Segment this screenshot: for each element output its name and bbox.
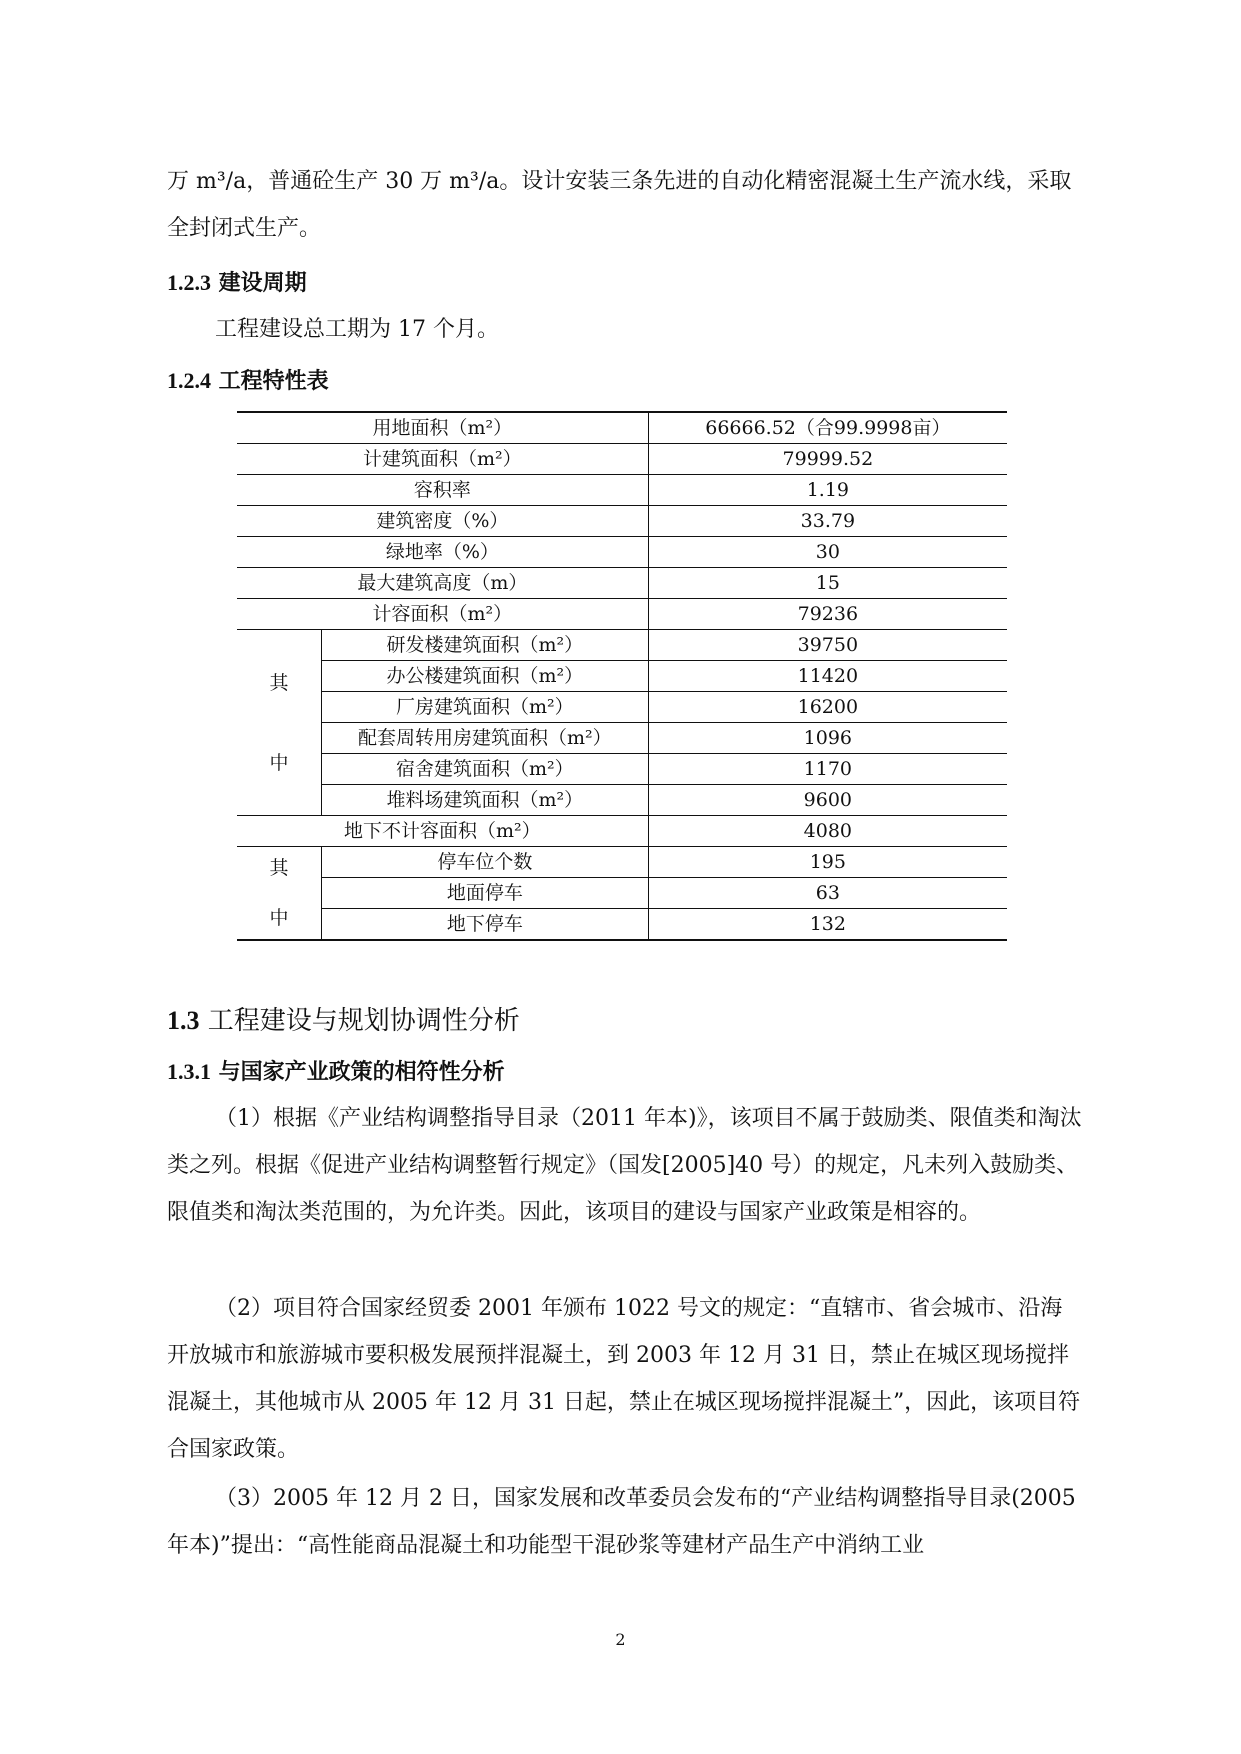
table-row <box>237 568 1007 599</box>
row-value: 79999.52 <box>648 444 1007 475</box>
row-label: 停车位个数 <box>321 847 648 878</box>
row-value: 1096 <box>648 723 1007 754</box>
row-label: 宿舍建筑面积（m²） <box>321 754 648 785</box>
row-label: 办公楼建筑面积（m²） <box>321 661 648 692</box>
table-row <box>237 599 1007 630</box>
heading-number: 1.2.4 <box>167 368 211 393</box>
row-value: 63 <box>648 878 1007 909</box>
policy-paragraph-1: （1）根据《产业结构调整指导目录（2011 年本)》，该项目不属于鼓励类、限值类和淘汰类之列。根据《促进产业结构调整暂行规定》（国发[2005]40 号）的规定，凡未列入鼓励类、限值类和淘汰类范围的，为允许类。因此，该项目的建设与国家产业政策是相容的。 <box>167 1106 1082 1225</box>
table-row <box>237 754 1007 785</box>
row-value: 195 <box>648 847 1007 878</box>
row-value: 33.79 <box>648 506 1007 537</box>
row-label: 地下不计容面积（m²） <box>237 816 648 847</box>
row-label: 配套周转用房建筑面积（m²） <box>321 723 648 754</box>
row-value: 15 <box>648 568 1007 599</box>
table-row <box>237 412 1007 444</box>
table-row <box>237 878 1007 909</box>
period-paragraph: 工程建设总工期为 17 个月。 <box>215 317 499 342</box>
group-label-bottom: 中 <box>269 751 289 774</box>
row-label: 建筑密度（%） <box>237 506 648 537</box>
policy-paragraph-2: （2）项目符合国家经贸委 2001 年颁布 1022 号文的规定：“直辖市、省会城市、沿海开放城市和旅游城市要积极发展预拌混凝土，到 2003 年 12 月 31 日，禁止在城区现场搅拌混凝土，其他城市从 2005 年 12 月 31 日起，禁止在城区现场搅拌混凝土”，因此，该项目符合国家政策。 <box>167 1296 1081 1462</box>
row-label: 计容面积（m²） <box>237 599 648 630</box>
row-label: 计建筑面积（m²） <box>237 444 648 475</box>
heading-number: 1.3.1 <box>167 1059 211 1084</box>
group-label-top: 其 <box>269 671 289 694</box>
row-value: 9600 <box>648 785 1007 816</box>
group-label-cell <box>237 630 321 816</box>
row-value: 11420 <box>648 661 1007 692</box>
table-row <box>237 630 1007 661</box>
row-label: 研发楼建筑面积（m²） <box>321 630 648 661</box>
row-value: 1.19 <box>648 475 1007 506</box>
table-row <box>237 909 1007 941</box>
row-label: 地面停车 <box>321 878 648 909</box>
group-label-bottom: 中 <box>269 907 289 929</box>
row-label: 绿地率（%） <box>237 537 648 568</box>
heading-text: 工程建设与规划协调性分析 <box>199 1006 520 1036</box>
group-label-top: 其 <box>269 857 289 879</box>
table-row <box>237 475 1007 506</box>
heading-1-2-4 <box>167 364 329 395</box>
heading-1-3 <box>167 1000 520 1037</box>
row-value: 66666.52（合99.9998亩） <box>648 412 1007 444</box>
table-row <box>237 847 1007 878</box>
table-row <box>237 692 1007 723</box>
row-value: 16200 <box>648 692 1007 723</box>
heading-1-2-3 <box>167 266 307 297</box>
row-value: 30 <box>648 537 1007 568</box>
heading-text: 工程特性表 <box>211 369 329 394</box>
heading-1-3-1 <box>167 1055 505 1086</box>
row-value: 79236 <box>648 599 1007 630</box>
table-row <box>237 661 1007 692</box>
page-number: 2 <box>615 1630 626 1649</box>
table-row <box>237 723 1007 754</box>
table-row <box>237 506 1007 537</box>
table-row <box>237 816 1007 847</box>
row-label: 厂房建筑面积（m²） <box>321 692 648 723</box>
heading-text: 与国家产业政策的相符性分析 <box>211 1060 505 1085</box>
project-characteristics-table <box>237 411 1007 941</box>
row-label: 堆料场建筑面积（m²） <box>321 785 648 816</box>
row-label: 最大建筑高度（m） <box>237 568 648 599</box>
row-value: 1170 <box>648 754 1007 785</box>
row-value: 39750 <box>648 630 1007 661</box>
intro-paragraph: 万 m³/a，普通砼生产 30 万 m³/a。设计安装三条先进的自动化精密混凝土生产流水线，采取全封闭式生产。 <box>167 169 1072 241</box>
table-row <box>237 444 1007 475</box>
heading-text: 建设周期 <box>211 271 307 296</box>
group-label-cell <box>237 847 321 941</box>
table-row <box>237 537 1007 568</box>
heading-number: 1.3 <box>167 1006 200 1035</box>
policy-paragraph-3: （3）2005 年 12 月 2 日，国家发展和改革委员会发布的“产业结构调整指导目录(2005 年本)”提出：“高性能商品混凝土和功能型干混砂浆等建材产品生产中消纳工业 <box>167 1486 1076 1558</box>
row-value: 132 <box>648 909 1007 941</box>
heading-number: 1.2.3 <box>167 270 211 295</box>
row-label: 容积率 <box>237 475 648 506</box>
table-row <box>237 785 1007 816</box>
row-label: 用地面积（m²） <box>237 412 648 444</box>
row-label: 地下停车 <box>321 909 648 941</box>
row-value: 4080 <box>648 816 1007 847</box>
